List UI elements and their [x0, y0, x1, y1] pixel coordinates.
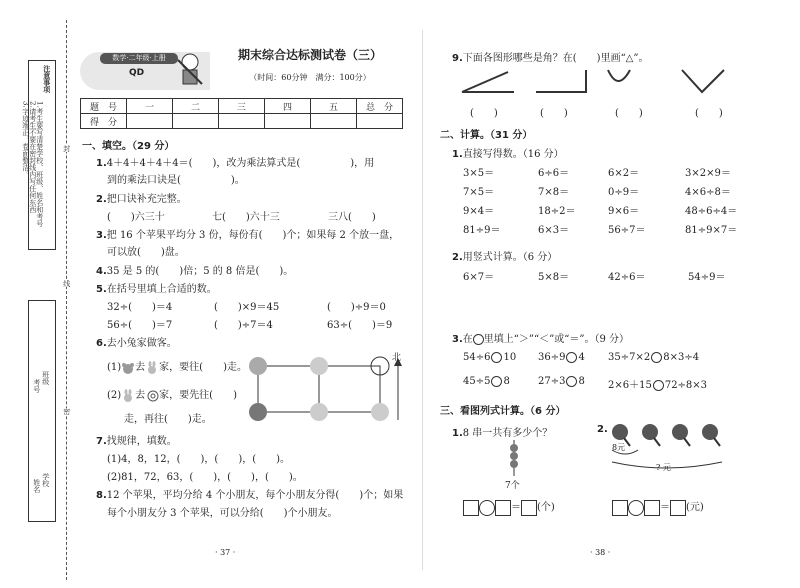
class-label: 班级: [41, 371, 50, 385]
bird-icon: [249, 403, 267, 421]
vertical-calc-item: 6×7＝: [463, 272, 495, 283]
oral-calc-item: 3×2×9＝: [685, 168, 731, 179]
compare-item: [608, 376, 707, 391]
score-cell[interactable]: [219, 114, 265, 129]
score-cell[interactable]: [127, 114, 173, 129]
rabbit-icon: [310, 357, 328, 375]
figure-angle: [682, 70, 724, 92]
snail-icon: [145, 389, 159, 403]
compare-left: 36÷9: [538, 352, 566, 363]
q2-item-2: 七( )六十三: [212, 212, 280, 223]
q6-part2-line2: 走，再往( )走。: [124, 414, 212, 425]
answer-box[interactable]: [612, 500, 628, 516]
score-header: 五: [311, 99, 357, 114]
compare-circle[interactable]: [491, 376, 502, 387]
q9-line: [452, 49, 648, 64]
compare-right: 8: [578, 376, 585, 387]
compare-right: 72÷8×3: [664, 380, 708, 391]
q4-text: 35 是 5 的( )倍；5 的 8 倍是( )。: [106, 266, 294, 277]
s2-q1-title: 直接写得数。（16 分）: [462, 149, 564, 160]
s3-q2-num: 2.: [597, 424, 608, 435]
q6-part1-label: (1): [107, 362, 122, 373]
score-row-label: 得 分: [81, 114, 127, 129]
compare-circle[interactable]: [566, 352, 577, 363]
figure-curve: [608, 70, 630, 81]
oral-calc-item: 56÷7＝: [608, 225, 646, 236]
q9-blank[interactable]: ( ): [695, 108, 723, 119]
q5-text: 在括号里填上合适的数。: [106, 284, 217, 295]
section-1-title: 一、填空。（29 分）: [82, 141, 175, 152]
q6-text: 去小兔家做客。: [106, 338, 177, 349]
score-cell[interactable]: [265, 114, 311, 129]
q6-line: [96, 334, 177, 349]
q6-part1: [107, 358, 247, 375]
oral-calc-item: 6×3＝: [538, 225, 570, 236]
exam-no-label: 考号: [32, 379, 41, 393]
racket-icon: [672, 424, 688, 440]
compare-left: 45÷5: [463, 376, 491, 387]
seal-char-3: 密: [62, 408, 71, 415]
q9-blank[interactable]: ( ): [615, 108, 643, 119]
notice-box: [21, 60, 56, 250]
compare-right: 10: [503, 352, 517, 363]
s2-q1-line: [452, 145, 564, 160]
score-cell[interactable]: [357, 114, 403, 129]
score-header: 三: [219, 99, 265, 114]
compare-right: 4: [578, 352, 585, 363]
q6-part2-label: (2): [107, 390, 122, 401]
q9-num: 9.: [452, 53, 463, 64]
seal-char-1: 封: [62, 145, 71, 152]
q5-item: ( )÷9＝0: [327, 302, 386, 313]
oral-calc-item: 6÷6＝: [538, 168, 570, 179]
score-cell[interactable]: [311, 114, 357, 129]
s2-q3-num: 3.: [452, 334, 463, 345]
student-info-box: [28, 300, 56, 522]
s2-q3-line: [452, 330, 629, 345]
s2-q2-num: 2.: [452, 252, 463, 263]
price-label: 8元: [612, 443, 626, 452]
answer-box[interactable]: [495, 500, 511, 516]
oral-calc-item: 7×8＝: [538, 187, 570, 198]
compare-item: [608, 352, 699, 363]
rabbit-icon: [371, 403, 389, 421]
figure-angle: [536, 70, 586, 92]
rabbit-icon: [121, 389, 135, 403]
oral-calc-item: 9×6＝: [608, 206, 640, 217]
compare-right: 8×3÷4: [663, 352, 700, 363]
score-table: [80, 98, 403, 129]
s3-q1-count: 7个: [505, 481, 520, 491]
compare-right: 8: [503, 376, 510, 387]
version-label: QD: [129, 68, 145, 78]
compare-item: [463, 352, 516, 363]
subject-badge: 数学·二年级·上册: [100, 53, 178, 64]
answer-box[interactable]: [644, 500, 660, 516]
q2-item-3: 三八( ): [328, 212, 376, 223]
notice-line-1: 1.考生要写清楚学校、班级、姓名和考号: [35, 101, 44, 227]
seal-char-2: 线: [62, 280, 71, 287]
rabbit-icon: [145, 361, 159, 375]
s3-q1-text: 8 串一共有多少个？: [462, 428, 553, 439]
q6-go: 去: [135, 390, 146, 401]
oral-calc-item: 81÷9＝: [463, 225, 501, 236]
q4-line: [96, 262, 293, 277]
answer-box[interactable]: [463, 500, 479, 516]
q6-part2-text: 家，要先往( ): [159, 390, 237, 401]
q5-item: 63÷( )＝9: [327, 320, 393, 331]
page-number-right: · 38 ·: [590, 548, 611, 557]
racket-icon: [642, 424, 658, 440]
q5-num: 5.: [96, 284, 107, 295]
q2-text: 把口诀补充完整。: [106, 194, 187, 205]
vertical-calc-item: 54÷9＝: [688, 272, 726, 283]
rabbit-icon: [310, 403, 328, 421]
score-header-row: [81, 99, 403, 114]
notice-line-2: 2.请考生不要在密封线内写任何东西: [28, 101, 37, 213]
compare-left: 27÷3: [538, 376, 566, 387]
score-header: 题 号: [81, 99, 127, 114]
score-cell[interactable]: [173, 114, 219, 129]
q7-line: [96, 432, 177, 447]
q8-line-2: 每个小朋友分 3 个苹果，可以分给( )个小朋友。: [107, 508, 338, 519]
q8-text: 12 个苹果，平均分给 4 个小朋友，每个小朋友分得( )个；如果: [106, 490, 404, 501]
score-header: 二: [173, 99, 219, 114]
s3-q1-answer: ＝ (个): [463, 498, 555, 516]
q6-go: 去: [135, 362, 146, 373]
vertical-calc-item: 42÷6＝: [608, 272, 646, 283]
exam-subtitle: （时间：60分钟 满分：100分）: [249, 73, 371, 82]
q8-line-1: [96, 486, 403, 501]
score-row: [81, 114, 403, 129]
q7-text: 找规律，填数。: [106, 436, 177, 447]
oral-calc-item: 4×6÷8＝: [685, 187, 731, 198]
q2-line: [96, 190, 187, 205]
q2-item-1: ( )六三十: [107, 212, 165, 223]
section-3-title: 三、看图列式计算。（6 分）: [440, 406, 566, 417]
oral-calc-item: 48÷6÷4＝: [685, 206, 738, 217]
q4-num: 4.: [96, 266, 107, 277]
answer-box[interactable]: [521, 500, 537, 516]
q1-num: 1.: [96, 158, 107, 169]
q9-text: 下面各图形哪些是角？在( )里画“△”。: [462, 53, 649, 64]
oral-calc-item: 0÷9＝: [608, 187, 640, 198]
total-label: ? 元: [656, 463, 671, 472]
s2-q3-title-b: 里填上“＞”“＜”或“＝”。（9 分）: [483, 334, 629, 345]
compare-circle[interactable]: [651, 352, 662, 363]
racket-icon: [702, 424, 718, 440]
score-header: 四: [265, 99, 311, 114]
s3-q1-num: 1.: [452, 428, 463, 439]
q7-item-1: (1)4，8，12，( )，( )，( )。: [107, 454, 291, 465]
oral-calc-item: 7×5＝: [463, 187, 495, 198]
oral-calc-item: 18÷2＝: [538, 206, 576, 217]
oral-calc-item: 9×4＝: [463, 206, 495, 217]
q5-item: ( )÷7＝4: [214, 320, 273, 331]
score-header: 总 分: [357, 99, 403, 114]
q3-line-2: 可以放( )盘。: [107, 247, 185, 258]
compare-circle[interactable]: [491, 352, 502, 363]
s3-q1-line: [452, 424, 552, 439]
q5-item: ( )×9＝45: [214, 302, 280, 313]
section-2-title: 二、计算。（31 分）: [440, 130, 533, 141]
unit-label: (元): [686, 502, 704, 513]
monkey-icon: [121, 361, 135, 375]
unit-label: (个): [537, 502, 555, 513]
s2-q2-title: 用竖式计算。（6 分）: [462, 252, 558, 263]
q3-text: 把 16 个苹果平均分 3 份，每份有( )个；如果每 2 个放一盘，: [106, 230, 400, 241]
seal-line: [66, 20, 67, 580]
answer-box[interactable]: [670, 500, 686, 516]
score-header: 一: [127, 99, 173, 114]
s2-q3-title-a: 在: [462, 334, 473, 345]
q8-num: 8.: [96, 490, 107, 501]
q1-line-2: 到的乘法口诀是( )。: [107, 175, 245, 186]
s2-q2-line: [452, 248, 557, 263]
compare-left: 2×6＋15: [608, 380, 652, 391]
compare-circle[interactable]: [653, 380, 664, 391]
compare-left: 35÷7×2: [608, 352, 651, 363]
s3-q2-answer: ＝ (元): [612, 498, 704, 516]
operator-circle[interactable]: [628, 500, 644, 516]
q9-blank[interactable]: ( ): [470, 108, 498, 119]
q5-item: 56÷( )＝7: [107, 320, 173, 331]
north-label: 北: [392, 353, 402, 363]
q1-line-1: [96, 154, 374, 169]
q5-item: 32÷( )＝4: [107, 302, 173, 313]
compare-item: [538, 376, 585, 387]
q1-text: 4＋4＋4＋4＋4＝( )，改为乘法算式是( )，用: [106, 158, 375, 169]
q3-line-1: [96, 226, 399, 241]
oral-calc-item: 3×5＝: [463, 168, 495, 179]
school-label: 学校: [41, 473, 50, 487]
circle-icon: [473, 334, 484, 345]
compare-item: [538, 352, 585, 363]
operator-circle[interactable]: [479, 500, 495, 516]
exam-title: 期末综合达标测试卷（三）: [237, 48, 382, 62]
q2-num: 2.: [96, 194, 107, 205]
name-label: 姓名: [32, 479, 41, 493]
figure-line: [462, 72, 508, 92]
compare-circle[interactable]: [566, 376, 577, 387]
oral-calc-item: 81÷9×7＝: [685, 225, 738, 236]
notice-label: 注意事项: [42, 65, 52, 93]
animal-map: [236, 350, 406, 430]
racket-icon: [612, 424, 628, 440]
grape-skewer-icon: [504, 440, 524, 476]
q3-num: 3.: [96, 230, 107, 241]
q7-item-2: (2)81，72，63，( )，( )，( )。: [107, 472, 303, 483]
page-number-left: · 37 ·: [215, 548, 236, 557]
oral-calc-item: 6×2＝: [608, 168, 640, 179]
vertical-calc-item: 5×8＝: [538, 272, 570, 283]
monkey-icon: [249, 357, 267, 375]
angle-figures: [458, 66, 758, 102]
s2-q1-num: 1.: [452, 149, 463, 160]
q5-line: [96, 280, 217, 295]
compare-item: [463, 376, 510, 387]
q6-part2: [107, 386, 237, 403]
compare-left: 54÷6: [463, 352, 491, 363]
notice-line-3: 3.字迹端正，卷面整洁。: [21, 101, 30, 178]
q6-num: 6.: [96, 338, 107, 349]
page-divider: [422, 30, 423, 570]
q6-part1-text: 家，要往( )走。: [159, 362, 247, 373]
q7-num: 7.: [96, 436, 107, 447]
q9-blank[interactable]: ( ): [540, 108, 568, 119]
